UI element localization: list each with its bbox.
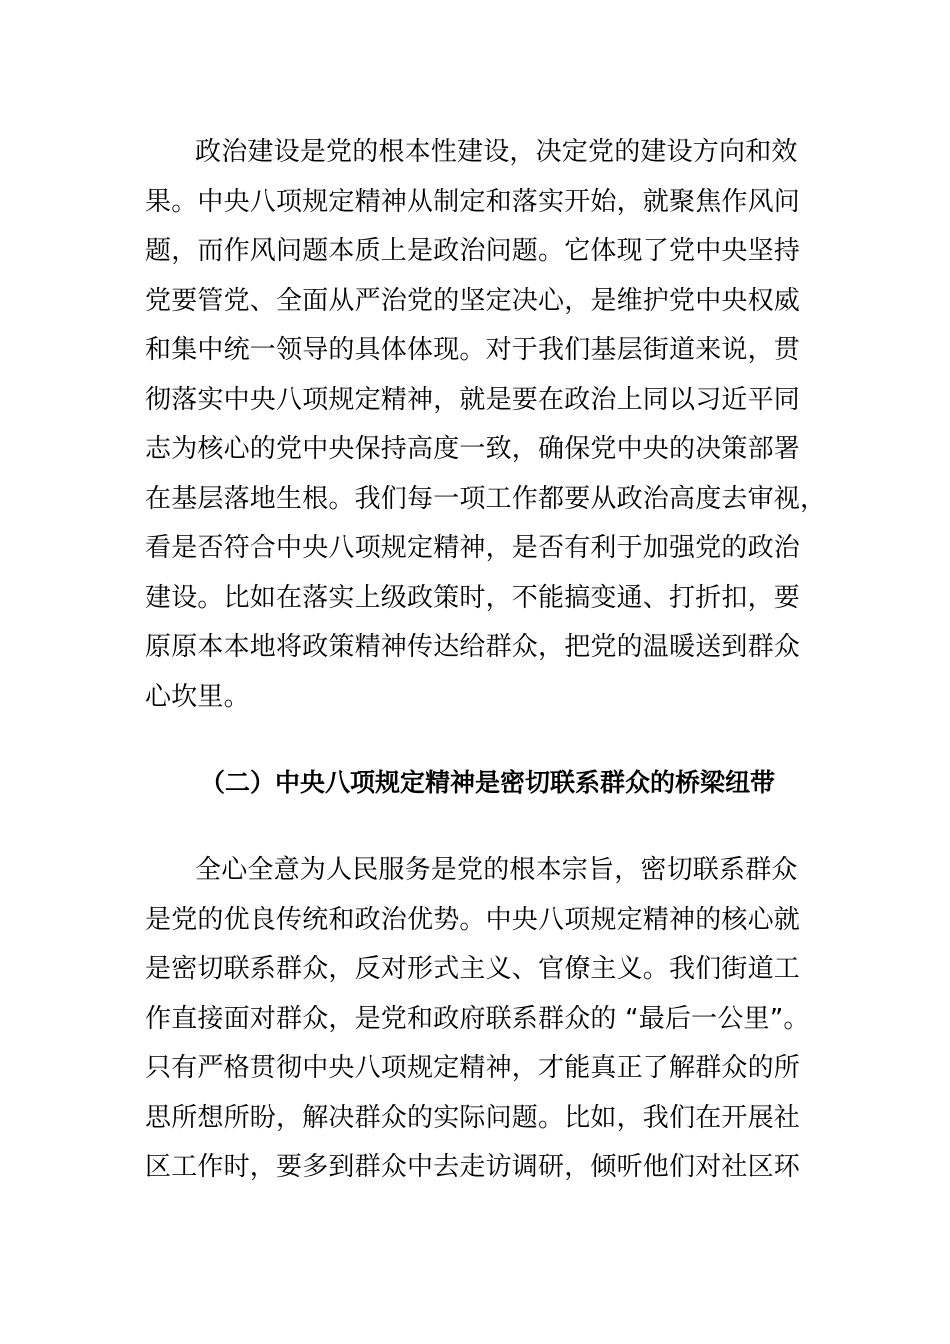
paragraph-1-line-10: 建设。比如在落实上级政策时，不能搞变通、打折扣，要: [145, 583, 801, 613]
paragraph-2-line-6: 思所想所盼，解决群众的实际问题。比如，我们在开展社: [145, 1103, 801, 1133]
paragraph-2-line-1: 全心全意为人民服务是党的根本宗旨，密切联系群众: [195, 855, 798, 885]
paragraph-1-line-1: 政治建设是党的根本性建设，决定党的建设方向和效: [195, 137, 798, 167]
paragraph-1-line-7: 志为核心的党中央保持高度一致，确保党中央的决策部署: [145, 434, 801, 464]
paragraph-2-line-3: 是密切联系群众，反对形式主义、官僚主义。我们街道工: [145, 954, 801, 984]
section-heading: （二）中央八项规定精神是密切联系群众的桥梁纽带: [200, 768, 776, 797]
paragraph-2-line-7: 区工作时，要多到群众中去走访调研，倾听他们对社区环: [145, 1152, 801, 1182]
paragraph-1-line-8: 在基层落地生根。我们每一项工作都要从政治高度去审视，: [145, 484, 827, 514]
paragraph-1-line-6: 彻落实中央八项规定精神，就是要在政治上同以习近平同: [145, 385, 801, 415]
paragraph-1-line-5: 和集中统一领导的具体体现。对于我们基层街道来说，贯: [145, 335, 801, 365]
paragraph-1-line-2: 果。中央八项规定精神从制定和落实开始，就聚焦作风问: [145, 187, 801, 217]
paragraph-2-line-4: 作直接面对群众，是党和政府联系群众的 “最后一公里”。: [145, 1004, 810, 1034]
paragraph-2-line-2: 是党的优良传统和政治优势。中央八项规定精神的核心就: [145, 905, 801, 935]
paragraph-1-line-9: 看是否符合中央八项规定精神，是否有利于加强党的政治: [145, 533, 801, 563]
paragraph-1-line-11: 原原本本地将政策精神传达给群众，把党的温暖送到群众: [145, 632, 801, 662]
paragraph-1-line-12: 心坎里。: [145, 682, 250, 712]
paragraph-1-line-4: 党要管党、全面从严治党的坚定决心，是维护党中央权威: [145, 286, 801, 316]
paragraph-1-line-3: 题，而作风问题本质上是政治问题。它体现了党中央坚持: [145, 236, 801, 266]
paragraph-2-line-5: 只有严格贯彻中央八项规定精神，才能真正了解群众的所: [145, 1053, 801, 1083]
